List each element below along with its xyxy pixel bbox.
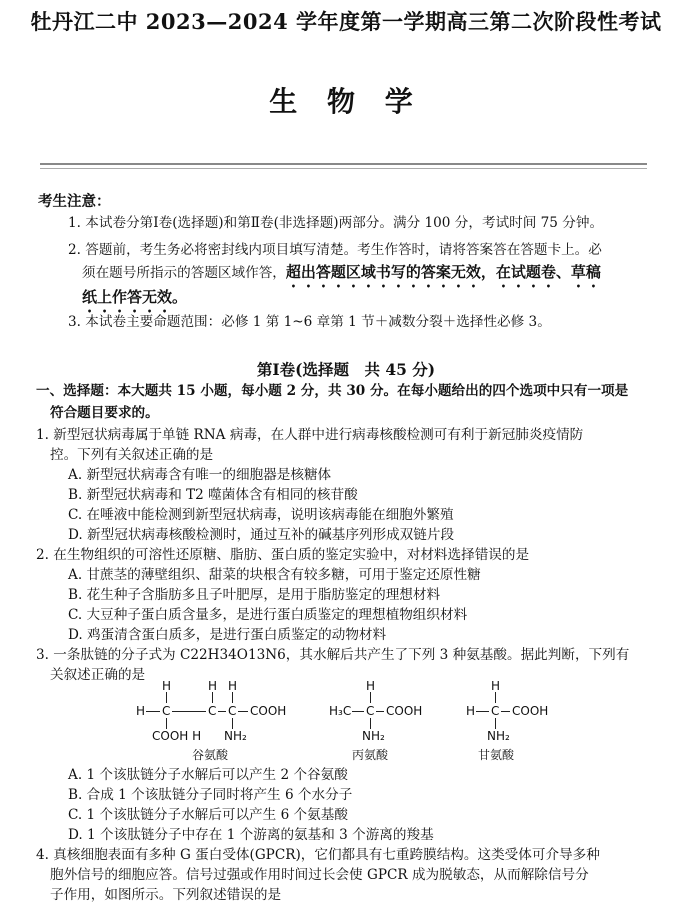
question-3-option-b: B. 合成 1 个该肽链分子同时将产生 6 个水分子	[68, 787, 353, 803]
group-nh2: NH₂	[362, 729, 385, 743]
notice-item-1: 1. 本试卷分第Ⅰ卷(选择题)和第Ⅱ卷(非选择题)两部分。满分 100 分，考试时间 75 分钟。	[68, 215, 604, 231]
question-1-stem: 1. 新型冠状病毒属于单链 RNA 病毒，在人群中进行病毒核酸检测可有利于新冠肺炎疫情防	[36, 427, 584, 443]
atom-c: C	[208, 704, 217, 718]
subject-title: 生 物 学	[269, 85, 423, 118]
atom-c: C	[228, 704, 237, 718]
notice-heading: 考生注意：	[38, 193, 111, 210]
notice-item-3: 3. 本试卷主要命题范围：必修 1 第 1~6 章第 1 节＋减数分裂＋选择性必修 3。	[68, 314, 551, 330]
group-ch3: H₃C	[329, 704, 352, 718]
group-cooh: COOH	[250, 704, 287, 718]
amino-acid-name-alanine: 丙氨酸	[352, 748, 389, 762]
atom-h: H	[136, 704, 146, 718]
section-title: 第Ⅰ卷(选择题 共 45 分)	[256, 360, 436, 379]
atom-h: H	[366, 679, 376, 693]
atom-c: C	[366, 704, 375, 718]
group-cooh: COOH	[512, 704, 549, 718]
question-2-option-b: B. 花生种子含脂肪多且子叶肥厚，是用于脂肪鉴定的理想材料	[68, 587, 441, 603]
section-instruction: 一、选择题：本大题共 15 小题，每小题 2 分，共 30 分。在每小题给出的四个选项中只有一项是	[36, 383, 629, 399]
atom-h: H	[162, 679, 172, 693]
header-divider-thin	[40, 168, 647, 169]
atom-h: H	[228, 679, 238, 693]
question-1-option-c: C. 在唾液中能检测到新型冠状病毒，说明该病毒能在细胞外繁殖	[68, 507, 454, 523]
header-divider	[40, 163, 647, 165]
question-1-option-a: A. 新型冠状病毒含有唯一的细胞器是核糖体	[68, 467, 332, 483]
notice-item-2-plain: 须在题号所指示的答题区域作答，	[82, 265, 286, 281]
atom-c: C	[162, 704, 171, 718]
question-4-stem-cont-2: 子作用，如图所示。下列叙述错误的是	[50, 887, 282, 903]
atom-h: H	[491, 679, 501, 693]
question-4-stem: 4. 真核细胞表面有多种 G 蛋白受体(GPCR)，它们都具有七重跨膜结构。这类受体可介导多种	[36, 847, 600, 863]
section-instruction-cont: 符合题目要求的。	[50, 405, 159, 421]
atom-h: H	[466, 704, 476, 718]
question-3-stem-cont: 关叙述正确的是	[50, 667, 146, 683]
question-3-option-c: C. 1 个该肽链分子水解后可以产生 6 个氨基酸	[68, 807, 348, 823]
group-nh2: NH₂	[487, 729, 510, 743]
group-cooh: COOH	[386, 704, 423, 718]
question-4-stem-cont: 胞外信号的细胞应答。信号过强或作用时间过长会使 GPCR 成为脱敏态，从而解除信号分	[50, 867, 589, 883]
atom-c: C	[491, 704, 500, 718]
question-2-stem: 2. 在生物组织的可溶性还原糖、脂肪、蛋白质的鉴定实验中，对材料选择错误的是	[36, 547, 530, 563]
question-1-option-d: D. 新型冠状病毒核酸检测时，通过互补的碱基序列形成双链片段	[68, 527, 455, 543]
question-1-option-b: B. 新型冠状病毒和 T2 噬菌体含有相同的核苷酸	[68, 487, 358, 503]
group-nh2: NH₂	[224, 729, 247, 743]
question-3-option-a: A. 1 个该肽链分子水解后可以产生 2 个谷氨酸	[68, 767, 348, 783]
question-1-stem-cont: 控。下列有关叙述正确的是	[50, 447, 214, 463]
notice-item-2: 2. 答题前，考生务必将密封线内项目填写清楚。考生作答时，请将答案答在答题卡上。必	[68, 242, 602, 258]
amino-acid-name-glycine: 甘氨酸	[478, 748, 515, 762]
amino-acid-name-glutamic: 谷氨酸	[192, 748, 229, 762]
notice-item-2-bold: 超出答题区域书写的答案无效，在试题卷、草稿	[285, 263, 601, 281]
question-2-option-d: D. 鸡蛋清含蛋白质多，是进行蛋白质鉴定的动物材料	[68, 627, 387, 643]
question-2-option-c: C. 大豆种子蛋白质含量多，是进行蛋白质鉴定的理想植物组织材料	[68, 607, 468, 623]
atom-h: H	[208, 679, 218, 693]
group-cooh-h: COOH H	[152, 729, 202, 743]
exam-title: 牡丹江二中 2023—2024 学年度第一学期高三第二次阶段性考试	[30, 9, 662, 34]
notice-item-2-bold-cont: 纸上作答无效。	[82, 288, 188, 306]
question-2-option-a: A. 甘蔗茎的薄壁组织、甜菜的块根含有较多糖，可用于鉴定还原性糖	[68, 567, 481, 583]
question-3-stem: 3. 一条肽链的分子式为 C22H34O13N6，其水解后共产生了下列 3 种氨基酸。据此判断，下列有	[36, 647, 630, 663]
question-3-option-d: D. 1 个该肽链分子中存在 1 个游离的氨基和 3 个游离的羧基	[68, 827, 434, 843]
